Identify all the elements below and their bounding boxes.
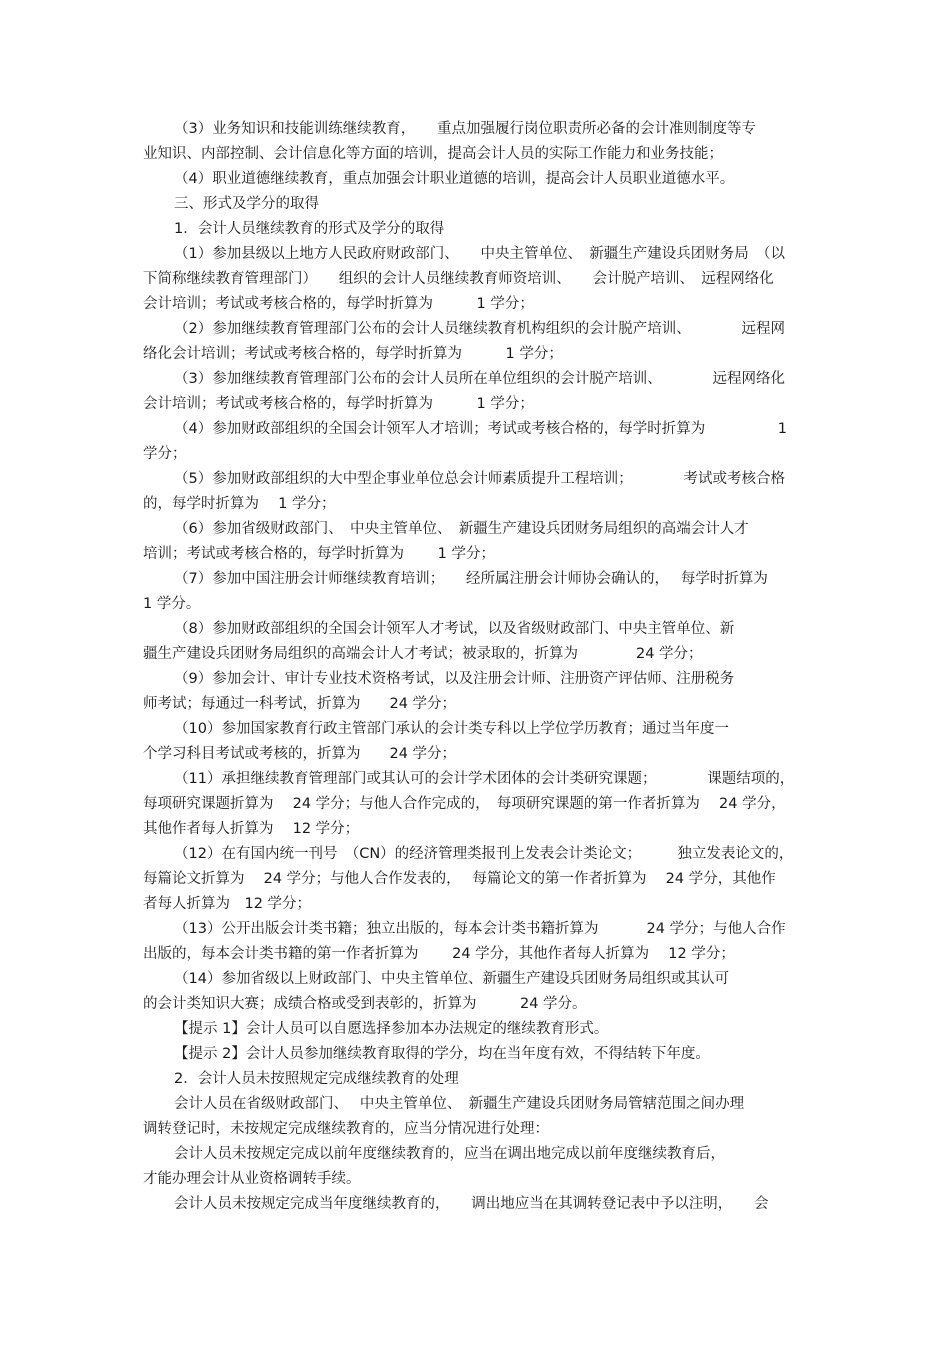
text-line: 会计人员在省级财政部门、 中央主管单位、 新疆生产建设兵团财务局管辖范围之间办理: [174, 1096, 745, 1112]
text-line: 会计人员未按规定完成以前年度继续教育的，应当在调出地完成以前年度继续教育后，: [174, 1146, 725, 1162]
text-line: 络化会计培训；考试或考核合格的，每学时折算为 1 学分；: [143, 346, 563, 362]
text-line: 1 学分。: [143, 596, 201, 612]
text-line: （7）参加中国注册会计师继续教育培训； 经所属注册会计师协会确认的， 每学时折算为: [174, 571, 768, 587]
text-line: 的，每学时折算为 1 学分；: [143, 496, 336, 512]
text-line: 业知识、内部控制、会计信息化等方面的培训，提高会计人员的实际工作能力和业务技能；: [143, 146, 723, 162]
text-line: 每篇论文折算为 24 学分；与他人合作发表的， 每篇论文的第一作者折算为 24 学分，其他作: [143, 871, 776, 887]
text-line: 疆生产建设兵团财务局组织的高端会计人才考试；被录取的，折算为 24 学分；: [143, 646, 703, 662]
text-line: （14）参加省级以上财政部门、中央主管单位、新疆生产建设兵团财务局组织或其认可: [174, 971, 729, 987]
text-line: 学分；: [143, 446, 187, 462]
subsection-heading: 2．会计人员未按照规定完成继续教育的处理: [174, 1071, 459, 1087]
text-line: （6）参加省级财政部门、 中央主管单位、 新疆生产建设兵团财务局组织的高端会计人才: [174, 521, 749, 537]
text-line: 调转登记时，未按规定完成继续教育的，应当分情况进行处理：: [143, 1121, 549, 1137]
text-line: 出版的，每本会计类书籍的第一作者折算为 24 学分，其他作者每人折算为 12 学分；: [143, 946, 735, 962]
text-line: 个学习科目考试或考核的，折算为 24 学分；: [143, 746, 457, 762]
text-line: （3）业务知识和技能训练继续教育， 重点加强履行岗位职责所必备的会计准则制度等专: [174, 121, 756, 137]
text-line: 其他作者每人折算为 12 学分；: [143, 821, 360, 837]
text-line: 每项研究课题折算为 24 学分；与他人合作完成的， 每项研究课题的第一作者折算为 24 学分，: [143, 796, 786, 812]
text-line: （8）参加财政部组织的全国会计领军人才考试，以及省级财政部门、中央主管单位、新: [174, 621, 735, 637]
text-line: （9）参加会计、审计专业技术资格考试，以及注册会计师、注册资产评估师、注册税务: [174, 671, 735, 687]
text-line: 会计培训；考试或考核合格的，每学时折算为 1 学分；: [143, 396, 534, 412]
text-line: 下简称继续教育管理部门） 组织的会计人员继续教育师资培训、 会计脱产培训、 远程网络化: [143, 271, 774, 287]
subsection-heading: 1．会计人员继续教育的形式及学分的取得: [174, 221, 445, 237]
text-line: 会计人员未按规定完成当年度继续教育的， 调出地应当在其调转登记表中予以注明， 会: [174, 1196, 769, 1212]
text-line: 培训；考试或考核合格的，每学时折算为 1 学分；: [143, 546, 495, 562]
text-line: （11）承担继续教育管理部门或其认可的会计学术团体的会计类研究课题； 课题结项的，: [174, 771, 795, 787]
text-line: （4）参加财政部组织的全国会计领军人才培训；考试或考核合格的，每学时折算为 1: [174, 421, 787, 437]
tip-line: 【提示 1】会计人员可以自愿选择参加本办法规定的继续教育形式。: [174, 1021, 609, 1037]
text-line: （3）参加继续教育管理部门公布的会计人员所在单位组织的会计脱产培训、 远程网络化: [174, 371, 785, 387]
text-line: 者每人折算为 12 学分；: [143, 896, 312, 912]
text-line: （5）参加财政部组织的大中型企事业单位总会计师素质提升工程培训； 考试或考核合格: [174, 471, 785, 487]
text-line: 会计培训；考试或考核合格的，每学时折算为 1 学分；: [143, 296, 534, 312]
section-heading: 三、形式及学分的取得: [174, 196, 319, 212]
text-line: （1）参加县级以上地方人民政府财政部门、 中央主管单位、 新疆生产建设兵团财务局 （以: [174, 246, 785, 262]
text-line: （12）在有国内统一刊号 （CN）的经济管理类报刊上发表会计类论文； 独立发表论文的，: [174, 846, 794, 862]
text-line: （2）参加继续教育管理部门公布的会计人员继续教育机构组织的会计脱产培训、 远程网: [174, 321, 785, 337]
text-line: 师考试；每通过一科考试，折算为 24 学分；: [143, 696, 457, 712]
tip-line: 【提示 2】会计人员参加继续教育取得的学分，均在当年度有效，不得结转下年度。: [174, 1046, 710, 1062]
text-line: 的会计类知识大赛；成绩合格或受到表彰的，折算为 24 学分。: [143, 996, 587, 1012]
text-line: （13）公开出版会计类书籍；独立出版的，每本会计类书籍折算为 24 学分；与他人合作: [174, 921, 786, 937]
text-line: （10）参加国家教育行政主管部门承认的会计类专科以上学位学历教育；通过当年度一: [174, 721, 729, 737]
text-line: （4）职业道德继续教育，重点加强会计职业道德的培训，提高会计人员职业道德水平。: [174, 171, 735, 187]
text-line: 才能办理会计从业资格调转手续。: [143, 1171, 361, 1187]
